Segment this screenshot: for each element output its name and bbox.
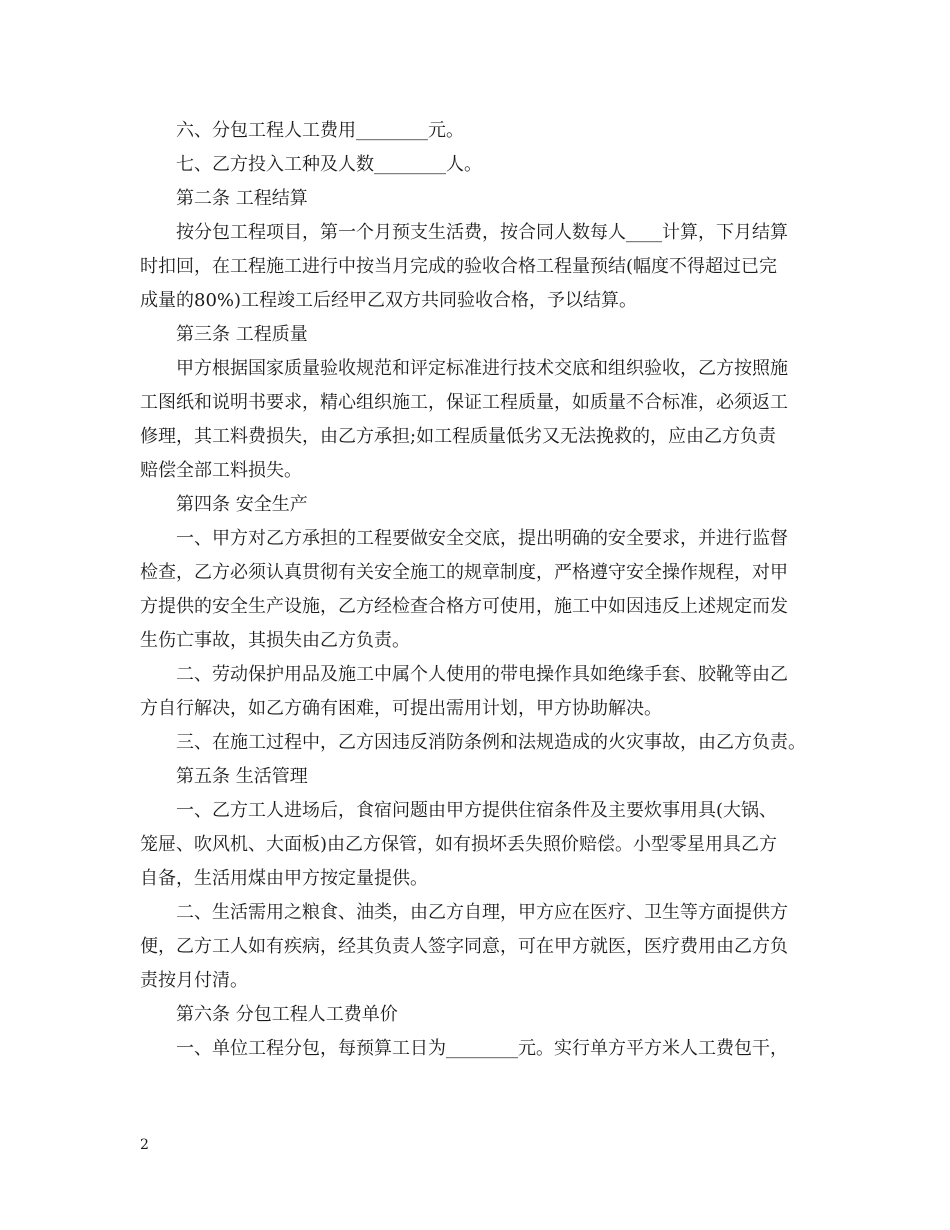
text-line: 一、甲方对乙方承担的工程要做安全交底，提出明确的安全要求，并进行监督 [176, 528, 788, 549]
text-line: 方提供的安全生产设施，乙方经检查合格方可使用，施工中如因违反上述规定而发 [140, 596, 788, 617]
text-line: 六、分包工程人工费用________元。 [176, 120, 464, 141]
text-line: 按分包工程项目，第一个月预支生活费，按合同人数每人____计算，下月结算 [176, 222, 788, 243]
text-line: 笼屉、吹风机、大面板)由乙方保管，如有损坏丢失照价赔偿。小型零星用具乙方 [140, 834, 778, 855]
text-line: 成量的80%)工程竣工后经甲乙双方共同验收合格，予以结算。 [140, 290, 638, 311]
text-line: 二、劳动保护用品及施工中属个人使用的带电操作具如绝缘手套、胶靴等由乙 [176, 664, 788, 685]
section-heading: 第二条 工程结算 [176, 188, 308, 209]
text-line: 生伤亡事故，其损失由乙方负责。 [140, 630, 410, 651]
text-line: 时扣回，在工程施工进行中按当月完成的验收合格工程量预结(幅度不得超过已完 [140, 256, 778, 277]
text-line: 一、单位工程分包，每预算工日为________元。实行单方平方米人工费包干， [176, 1038, 788, 1059]
text-line: 修理，其工料费损失，由乙方承担;如工程质量低劣又无法挽救的，应由乙方负责 [140, 426, 777, 447]
section-heading: 第三条 工程质量 [176, 324, 308, 345]
text-line: 二、生活需用之粮食、油类，由乙方自理，甲方应在医疗、卫生等方面提供方 [176, 902, 788, 923]
text-line: 责按月付清。 [140, 970, 248, 991]
text-line: 自备，生活用煤由甲方按定量提供。 [140, 868, 428, 889]
document-body [140, 114, 825, 1066]
page-number: 2 [140, 1137, 149, 1153]
text-line: 方自行解决，如乙方确有困难，可提出需用计划，甲方协助解决。 [140, 698, 662, 719]
text-line: 便，乙方工人如有疾病，经其负责人签字同意，可在甲方就医，医疗费用由乙方负 [140, 936, 788, 957]
section-heading: 第五条 生活管理 [176, 766, 308, 787]
text-line: 甲方根据国家质量验收规范和评定标准进行技术交底和组织验收，乙方按照施 [176, 358, 788, 379]
text-line: 工图纸和说明书要求，精心组织施工，保证工程质量，如质量不合标准，必须返工 [140, 392, 788, 413]
text-line: 七、乙方投入工种及人数________人。 [176, 154, 482, 175]
text-line: 检查，乙方必须认真贯彻有关安全施工的规章制度，严格遵守安全操作规程，对甲 [140, 562, 788, 583]
text-line: 一、乙方工人进场后，食宿问题由甲方提供住宿条件及主要炊事用具(大锅、 [176, 800, 778, 821]
section-heading: 第六条 分包工程人工费单价 [176, 1004, 398, 1025]
text-line: 三、在施工过程中，乙方因违反消防条例和法规造成的火灾事故，由乙方负责。 [176, 732, 806, 753]
text-line: 赔偿全部工料损失。 [140, 460, 302, 481]
section-heading: 第四条 安全生产 [176, 494, 308, 515]
